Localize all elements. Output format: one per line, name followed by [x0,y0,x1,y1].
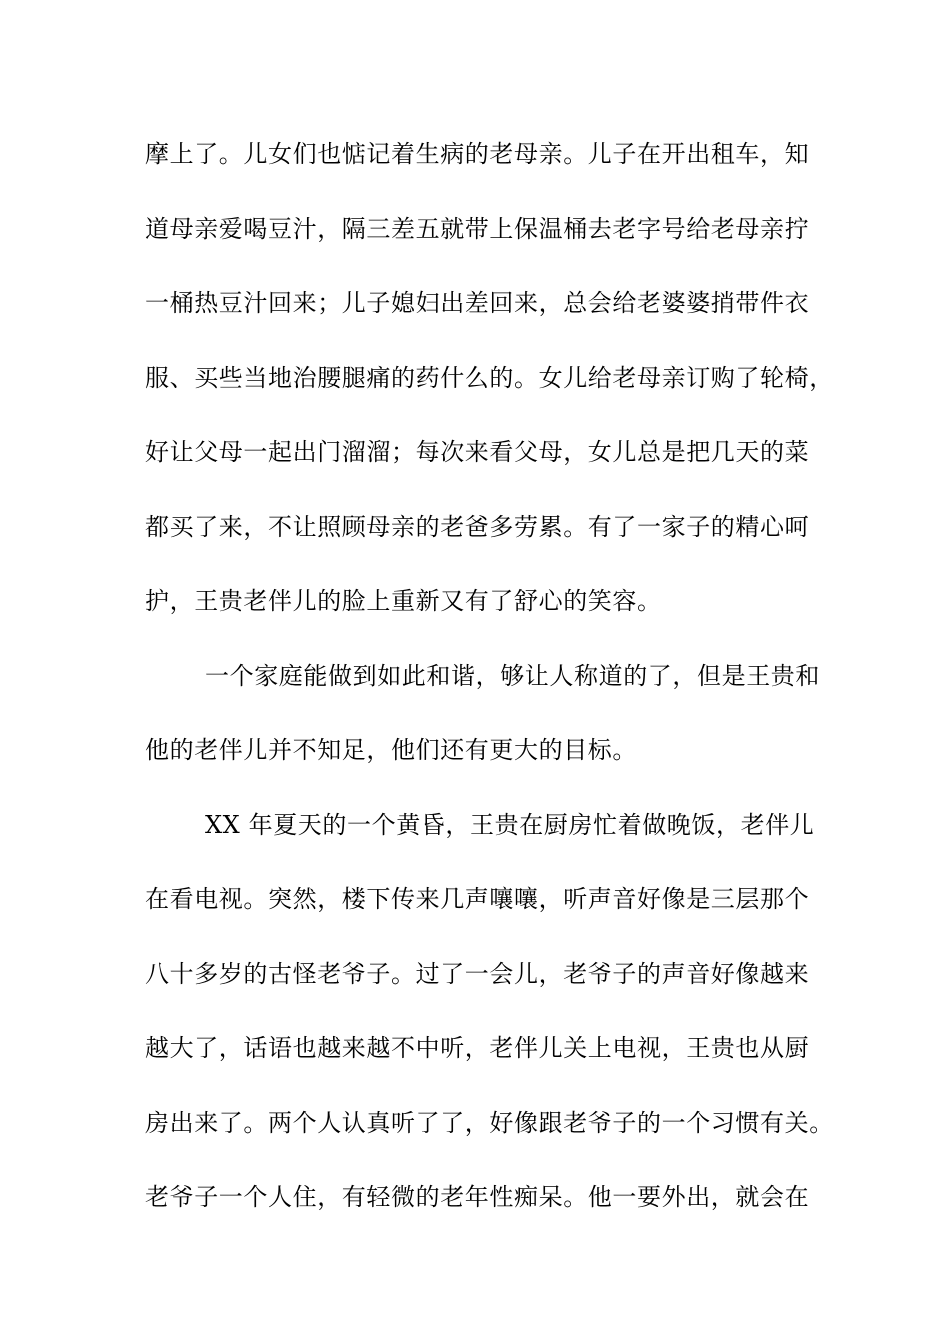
text-line: 服、买些当地治腰腿痛的药什么的。女儿给老母亲订购了轮椅， [145,363,834,392]
text-line: 他的老伴儿并不知足，他们还有更大的目标。 [145,736,637,764]
text-line: 护，王贵老伴儿的脸上重新又有了舒心的笑容。 [145,587,662,615]
text-line: 摩上了。儿女们也惦记着生病的老母亲。儿子在开出租车，知 [145,140,810,168]
text-line: 一桶热豆汁回来；儿子媳妇出差回来，总会给老婆婆捎带件衣 [145,289,810,317]
text-line: 八十多岁的古怪老爷子。过了一会儿，老爷子的声音好像越来 [145,959,810,988]
text-line: 在看电视。突然，楼下传来几声嚷嚷，听声音好像是三层那个 [145,885,810,913]
paragraph-start-line: XX 年夏天的一个黄昏，王贵在厨房忙着做晚饭，老伴儿 [205,810,815,839]
text-line: 房出来了。两个人认真听了了，好像跟老爷子的一个习惯有关。 [145,1108,834,1137]
paragraph-start-line: 一个家庭能做到如此和谐，够让人称道的了，但是王贵和 [205,661,820,690]
text-line: 老爷子一个人住，有轻微的老年性痴呆。他一要外出，就会在 [145,1183,810,1211]
text-line: 好让父母一起出门溜溜；每次来看父母，女儿总是把几天的菜 [145,438,810,466]
body-text [145,130,834,1248]
text-line: 道母亲爱喝豆汁，隔三差五就带上保温桶去老字号给老母亲拧 [145,214,810,243]
text-line: 都买了来，不让照顾母亲的老爸多劳累。有了一家子的精心呵 [145,512,810,541]
text-line: 越大了，话语也越来越不中听，老伴儿关上电视，王贵也从厨 [145,1034,810,1062]
